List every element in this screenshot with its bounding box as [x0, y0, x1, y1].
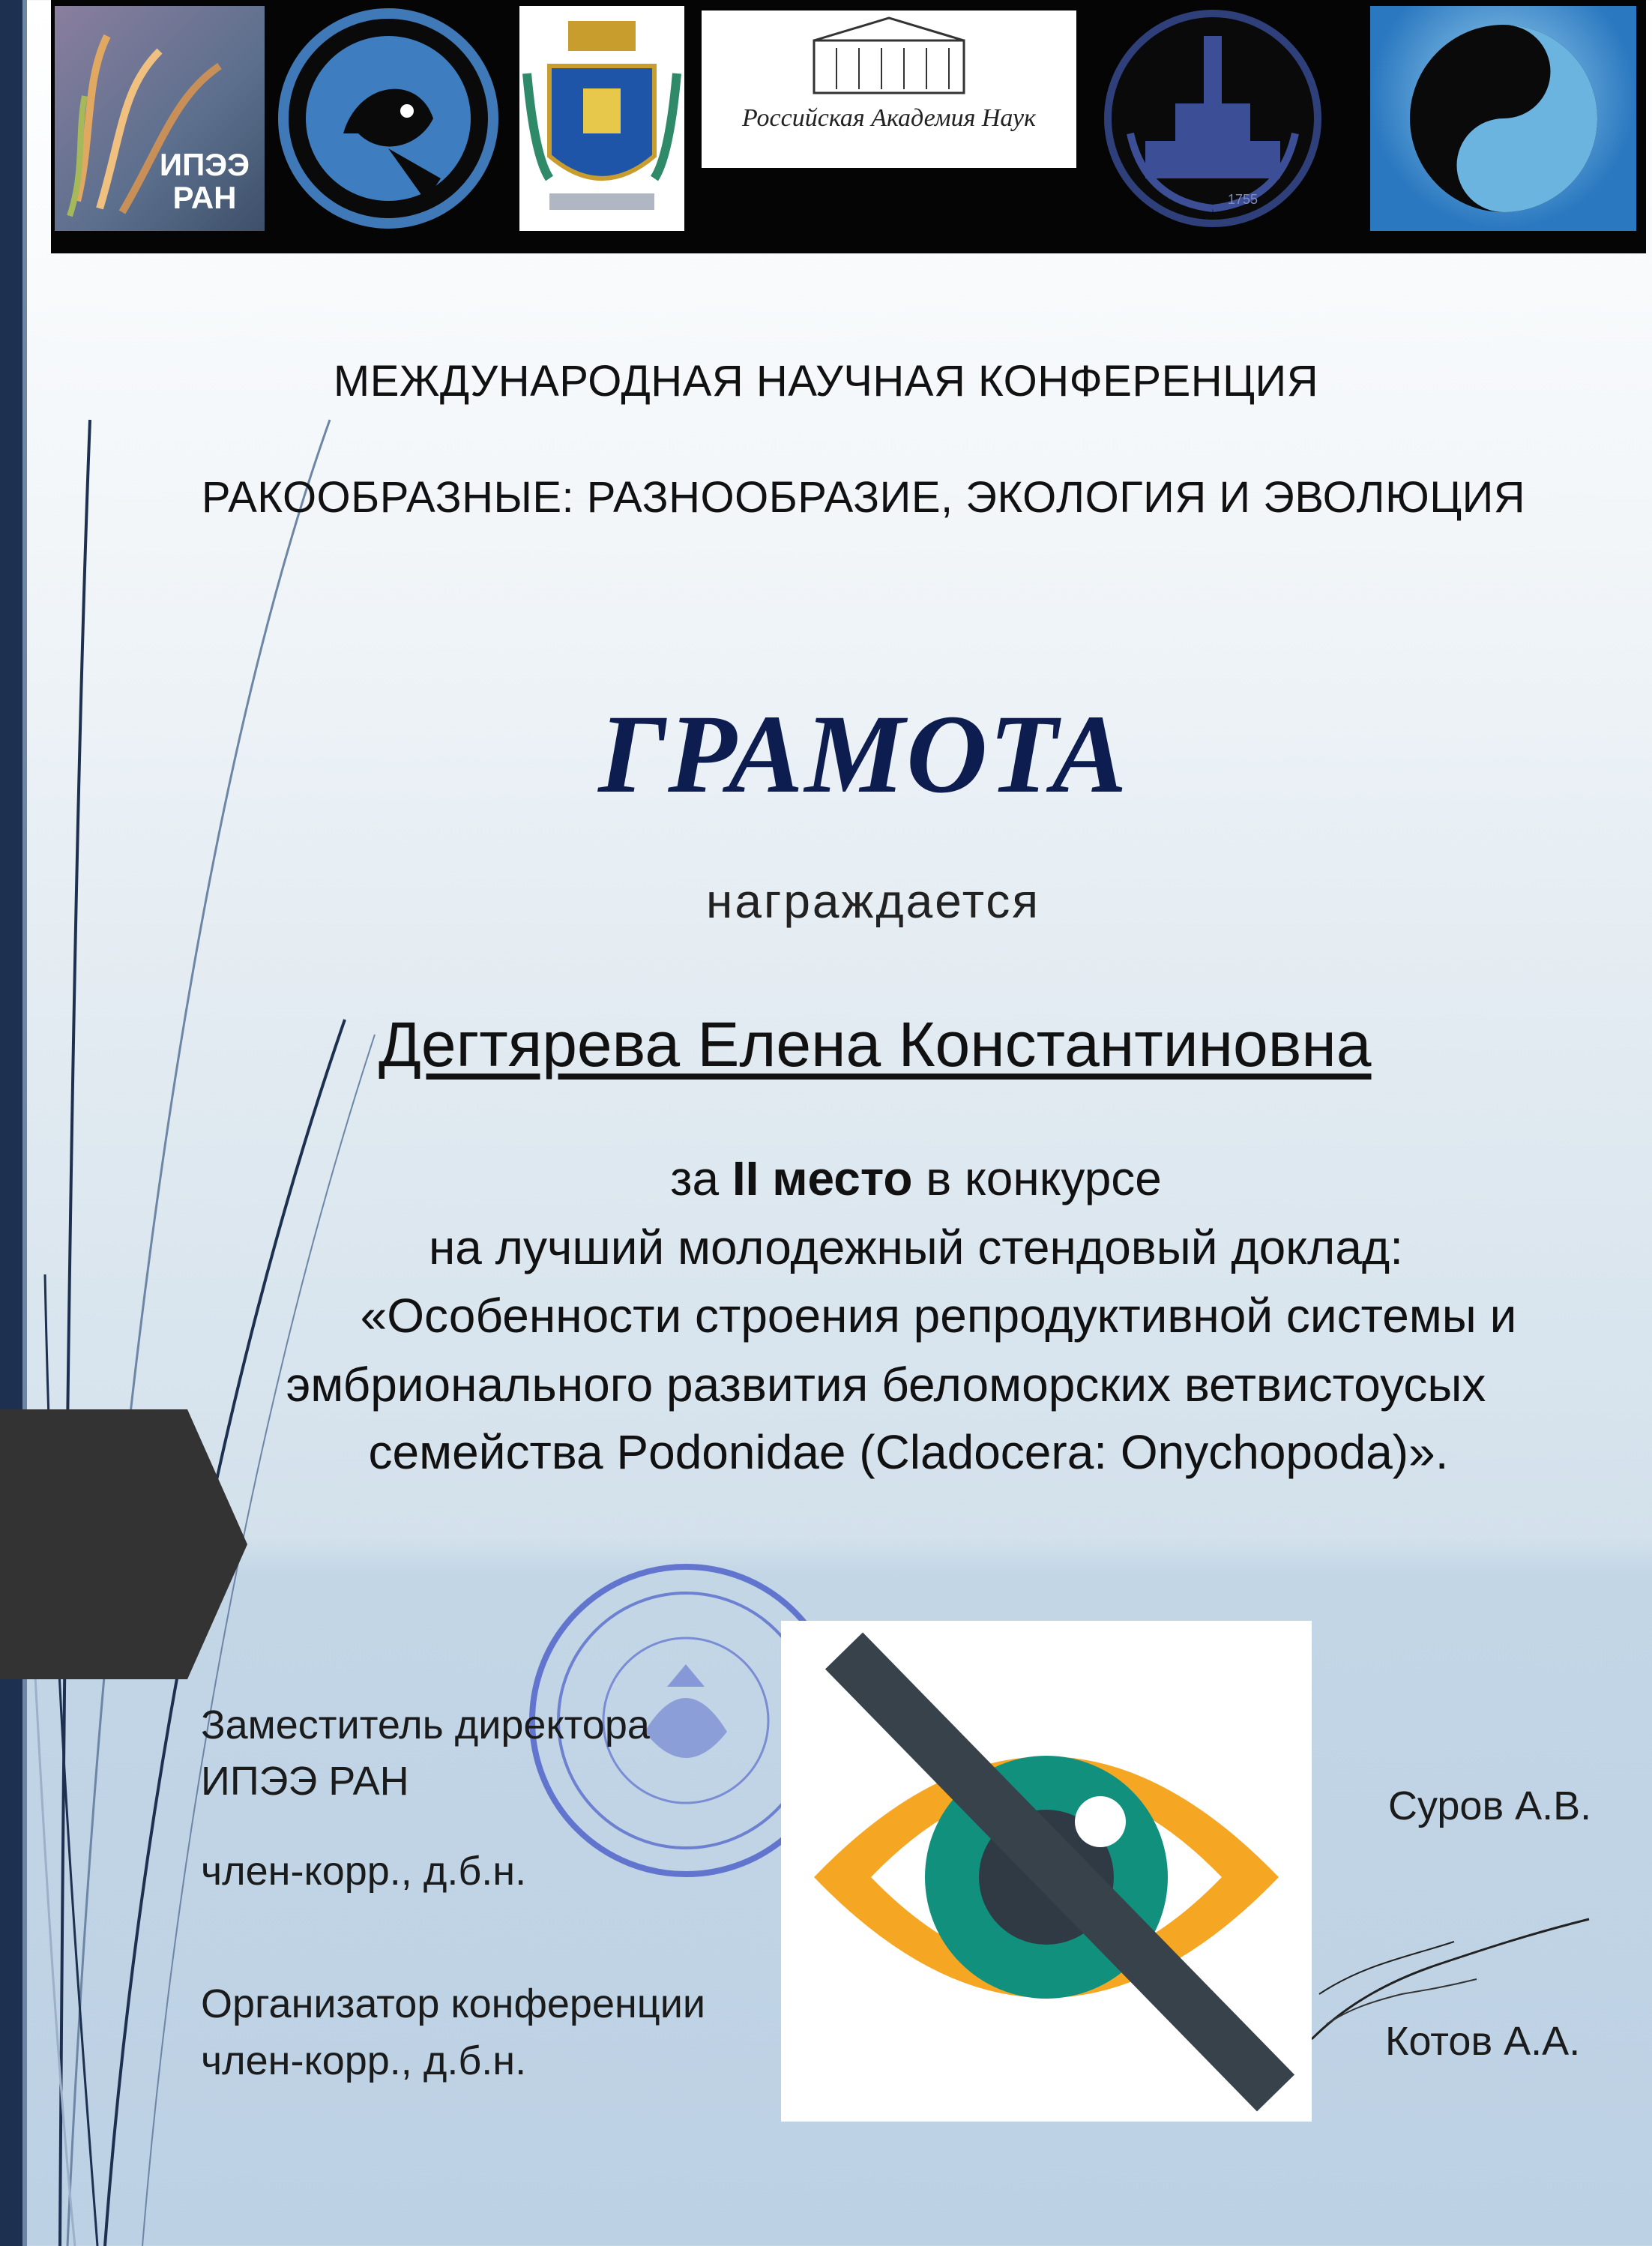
left-spine-accent: [22, 0, 27, 2246]
reason-prefix: за: [670, 1151, 732, 1205]
left-spine-bar: [0, 0, 22, 2246]
decorative-swoosh-lines: [0, 0, 420, 2246]
organizer-title: Организатор конференции: [201, 1981, 706, 2026]
reason-line2: на лучший молодежный стендовый доклад:: [428, 1220, 1404, 1274]
reason-line3: «Особенности строения репродуктивной системы и: [360, 1289, 1517, 1343]
msu-year: 1755: [1228, 192, 1258, 207]
organizer-degree: член-корр., д.б.н.: [201, 2038, 527, 2083]
awarded-label: награждается: [706, 874, 1040, 928]
hidden-image-placeholder[interactable]: [781, 1621, 1312, 2122]
msu-logo: [1100, 6, 1325, 231]
reason-line4: эмбрионального развития беломорских ветвистоусых: [286, 1358, 1486, 1412]
reason-line5: семейства Podonidae (Cladocera: Onychopoda)».: [368, 1425, 1449, 1479]
deputy-title-line2: ИПЭЭ РАН: [201, 1759, 409, 1804]
reason-line1: [90, 1151, 1652, 1206]
organizer-name: Котов А.А.: [1385, 2019, 1581, 2064]
conference-heading-line1: МЕЖДУНАРОДНАЯ НАУЧНАЯ КОНФЕРЕНЦИЯ: [333, 357, 1319, 406]
recipient-name: Дегтярева Елена Константиновна: [379, 1009, 1372, 1080]
ipee-ran-logo-text: ИПЭЭ РАН: [159, 147, 250, 215]
organizer-signature: [1304, 1889, 1619, 2062]
fish-circle-logo: [276, 6, 501, 231]
logo-banner: [51, 0, 1646, 253]
ras-logo-text: Российская Академия Наук: [742, 104, 1036, 132]
ipee-ran-logo: [55, 6, 265, 231]
certificate-title: ГРАМОТА: [598, 692, 1129, 816]
fish-yin-yang-logo: [1370, 6, 1636, 231]
eye-slash-icon: [781, 1621, 1312, 2122]
reason-suffix: в конкурсе: [912, 1151, 1162, 1205]
deputy-name: Суров А.В.: [1388, 1783, 1592, 1828]
deputy-title-line1: Заместитель директора: [201, 1702, 650, 1747]
reason-place: II место: [732, 1151, 913, 1205]
deputy-degree: член-корр., д.б.н.: [201, 1849, 527, 1894]
conference-heading-line2: РАКООБРАЗНЫЕ: РАЗНООБРАЗИЕ, ЭКОЛОГИЯ И ЭВОЛЮЦИЯ: [201, 473, 1526, 522]
russian-academy-of-sciences-logo: [702, 10, 1076, 168]
coat-of-arms-logo: [519, 6, 684, 231]
